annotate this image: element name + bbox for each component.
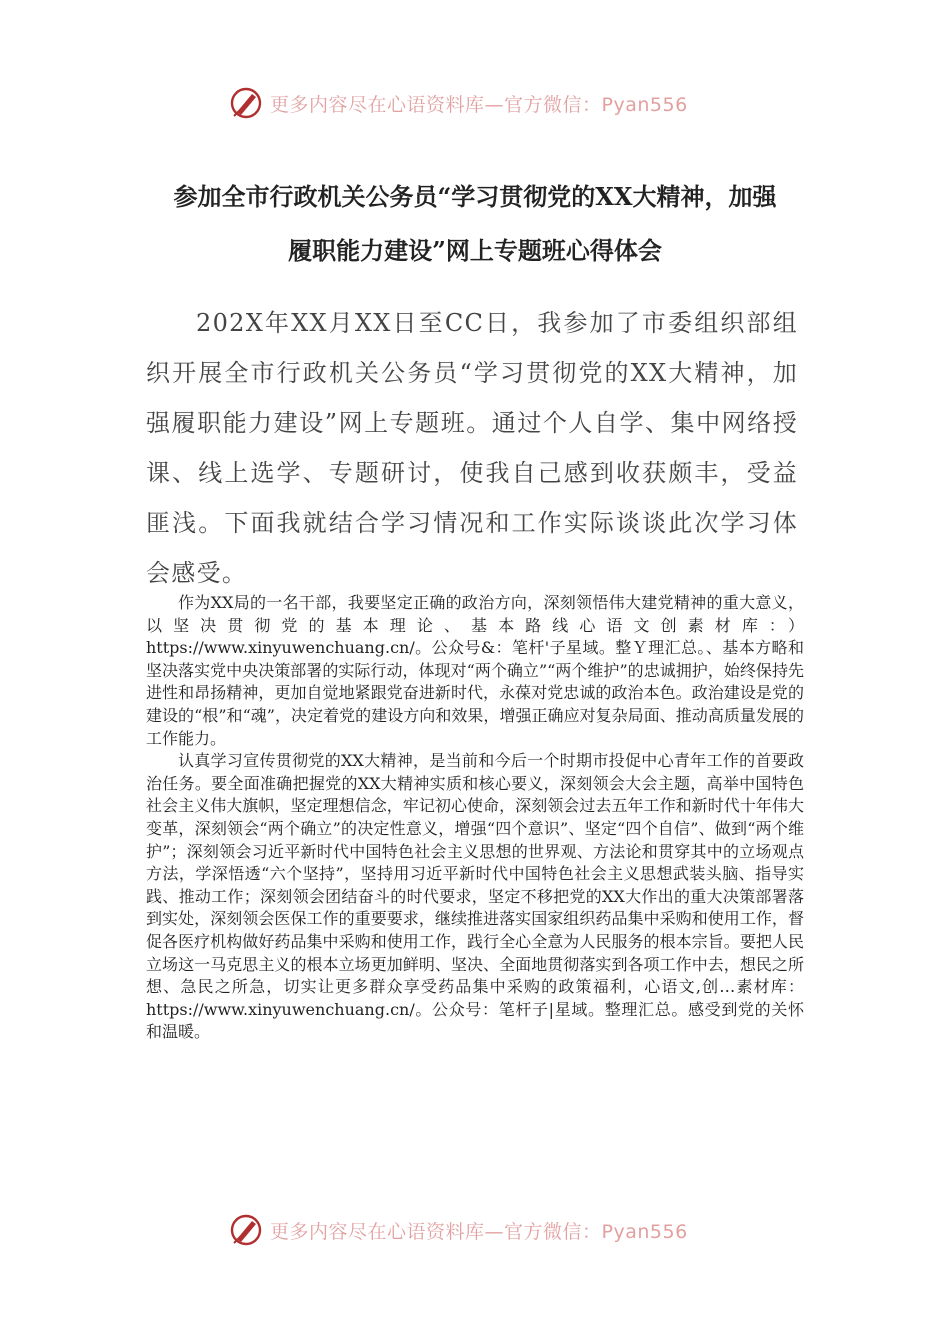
title-line-1: 参加全市行政机关公务员“学习贯彻党的XX大精神，加强 xyxy=(173,182,777,211)
pen-circle-icon xyxy=(228,1212,264,1248)
intro-paragraph: 202X年XX月XX日至CC日，我参加了市委组织部组织开展全市行政机关公务员“学习贯彻党的XX大精神，加强履职能力建设”网上专题班。通过个人自学、集中网络授课、线上选学、专题研讨，使我自己感到收获颇丰，受益匪浅。下面我就结合学习情况和工作实际谈谈此次学习体会感受。 xyxy=(146,309,798,587)
pen-circle-icon xyxy=(228,85,264,121)
header-banner-text: 更多内容尽在心语资料库—官方微信：Pyan556 xyxy=(270,93,688,116)
body-paragraph-2: 认真学习宣传贯彻党的XX大精神，是当前和今后一个时期市投促中心青年工作的首要政治任务。要全面准确把握党的XX大精神实质和核心要义，深刻领会大会主题，高举中国特色社会主义伟大旗帜，坚定理想信念，牢记初心使命，深刻领会过去五年工作和新时代十年伟大变革，深刻领会“两个确立”的决定性意义，增强“四个意识”、坚定“四个自信”、做到“两个维护”；深刻领会习近平新时代中国特色社会主义思想的世界观、方法论和贯穿其中的立场观点方法，学深悟透“六个坚持”，坚持用习近平新时代中国特色社会主义思想武装头脑、指导实践、推动工作；深刻领会团结奋斗的时代要求，坚定不移把党的XX大作出的重大决策部署落到实处，深刻领会医保工作的重要要求，继续推进落实国家组织药品集中采购和使用工作，督促各医疗机构做好药品集中采购和使用工作，践行全心全意为人民服务的根本宗旨。要把人民立场这一马克思主义的根本立场更加鲜明、坚决、全面地贯彻落实到各项工作中去，想民之所想、急民之所急，切实让更多群众享受药品集中采购的政策福利，心语文,创…素材库：https://www.xinyuwenchuang.cn/。公众号：笔杆子|星域。整理汇总。感受到党的关怀和温暖。 xyxy=(146,751,804,1042)
footer-banner-text: 更多内容尽在心语资料库—官方微信：Pyan556 xyxy=(270,1220,688,1243)
footer-watermark-banner xyxy=(228,1210,748,1250)
title-line-2: 履职能力建设”网上专题班心得体会 xyxy=(288,236,662,265)
document-title xyxy=(130,170,820,278)
body-paragraph-1: 作为XX局的一名干部，我要坚定正确的政治方向，深刻领悟伟大建党精神的重大意义，以坚决贯彻党的基本理论、基本路线心语文创素材库：）https://www.xinyuwenchuang.cn/。公众号&：笔杆'子星域。整Ｙ理汇总。、基本方略和坚决落实党中央决策部署的实际行动，体现对“两个确立”“两个维护”的忠诚拥护，始终保持先进性和昂扬精神，更加自觉地紧跟党奋进新时代，永葆对党忠诚的政治本色。政治建设是党的建设的“根”和“魂”，决定着党的建设方向和效果，增强正确应对复杂局面、推动高质量发展的工作能力。 xyxy=(146,593,804,748)
header-watermark-banner xyxy=(228,83,748,123)
body-content xyxy=(146,592,804,1044)
